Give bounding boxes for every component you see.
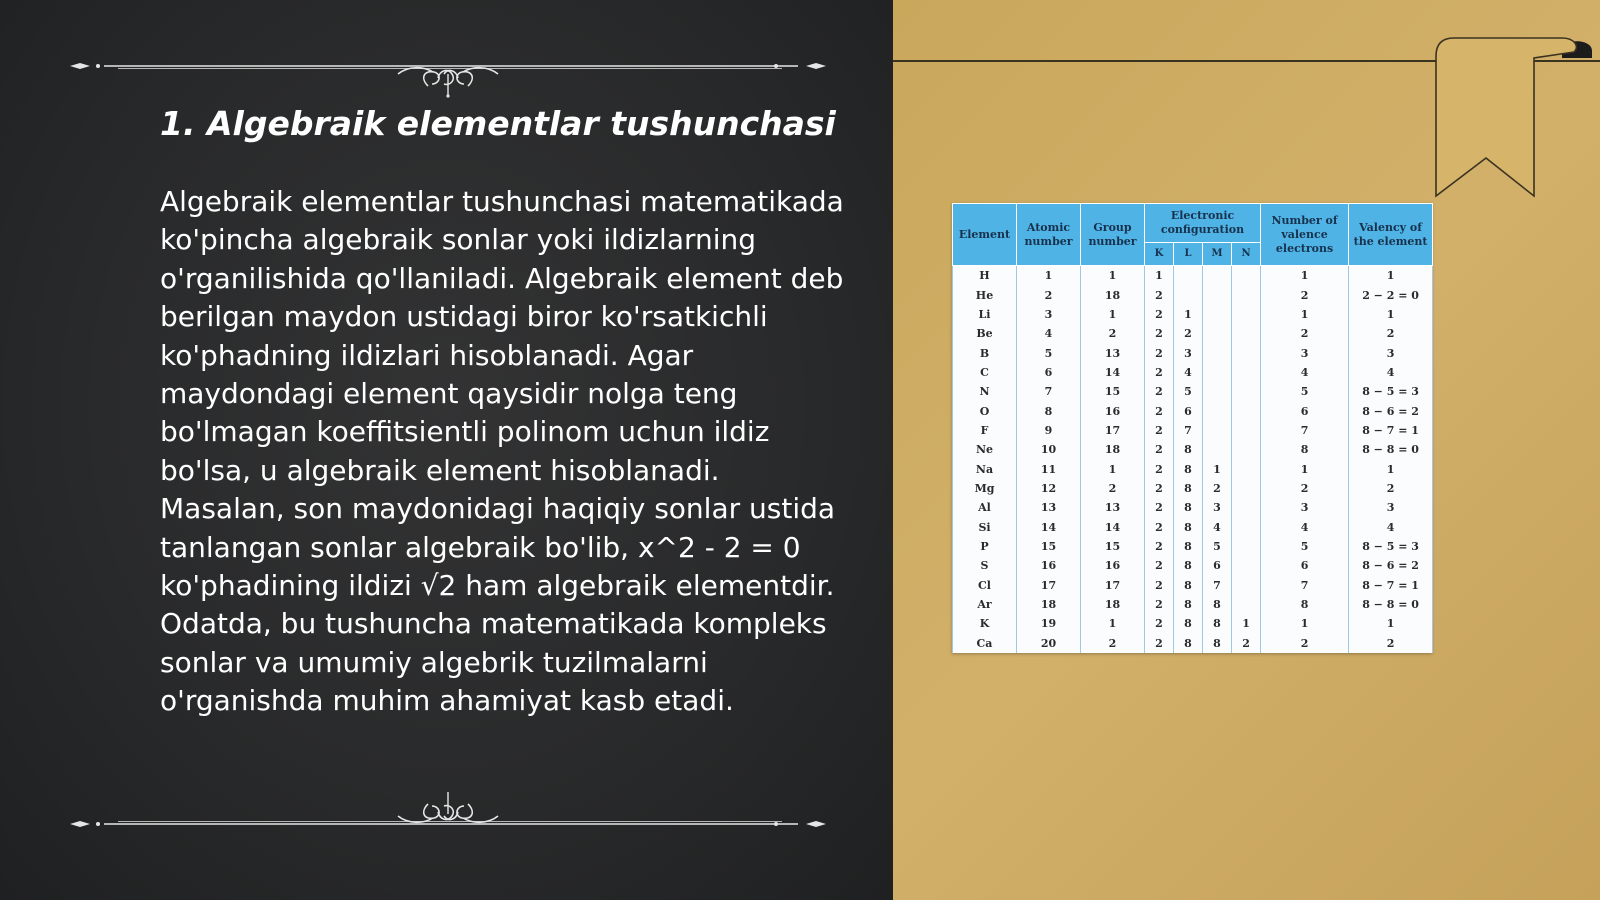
cell-element: P — [953, 537, 1017, 556]
cell-shell-l: 8 — [1174, 556, 1203, 575]
cell-shell-l — [1174, 285, 1203, 304]
cell-shell-k: 2 — [1145, 285, 1174, 304]
cell-shell-k: 2 — [1145, 576, 1174, 595]
cell-group-number: 1 — [1081, 266, 1145, 286]
cell-shell-m — [1203, 343, 1232, 362]
cell-atomic-number: 20 — [1017, 634, 1081, 653]
cell-shell-l: 8 — [1174, 614, 1203, 633]
cell-valence-electrons: 5 — [1261, 382, 1349, 401]
cell-atomic-number: 13 — [1017, 498, 1081, 517]
table-row — [953, 343, 1433, 362]
cell-valence-electrons: 7 — [1261, 421, 1349, 440]
header-element: Element — [953, 204, 1017, 266]
table-row — [953, 479, 1433, 498]
cell-shell-m — [1203, 285, 1232, 304]
cell-valence-electrons: 2 — [1261, 324, 1349, 343]
cell-atomic-number: 14 — [1017, 517, 1081, 536]
cell-shell-l: 8 — [1174, 537, 1203, 556]
cell-group-number: 18 — [1081, 285, 1145, 304]
cell-group-number: 16 — [1081, 556, 1145, 575]
cell-element: Ar — [953, 595, 1017, 614]
cell-valence-electrons: 1 — [1261, 614, 1349, 633]
cell-shell-n — [1232, 343, 1261, 362]
slide-title: 1. Algebraik elementlar tushunchasi — [160, 104, 836, 143]
bookmark-ribbon — [1434, 36, 1594, 206]
cell-atomic-number: 1 — [1017, 266, 1081, 286]
header-shell-m: M — [1203, 243, 1232, 266]
cell-shell-m: 8 — [1203, 634, 1232, 653]
cell-element: B — [953, 343, 1017, 362]
cell-group-number: 14 — [1081, 363, 1145, 382]
table-row — [953, 285, 1433, 304]
cell-shell-l: 8 — [1174, 459, 1203, 478]
cell-atomic-number: 10 — [1017, 440, 1081, 459]
table-row — [953, 382, 1433, 401]
cell-valency: 1 — [1349, 614, 1433, 633]
cell-atomic-number: 6 — [1017, 363, 1081, 382]
cell-shell-n — [1232, 440, 1261, 459]
cell-shell-k: 2 — [1145, 537, 1174, 556]
cell-shell-l: 8 — [1174, 440, 1203, 459]
cell-valency: 8 − 6 = 2 — [1349, 556, 1433, 575]
table-row — [953, 324, 1433, 343]
table-row — [953, 363, 1433, 382]
cell-shell-n — [1232, 363, 1261, 382]
cell-group-number: 1 — [1081, 614, 1145, 633]
cell-group-number: 2 — [1081, 634, 1145, 653]
cell-group-number: 1 — [1081, 305, 1145, 324]
cell-shell-m: 4 — [1203, 517, 1232, 536]
cell-valency: 8 − 7 = 1 — [1349, 576, 1433, 595]
cell-shell-n — [1232, 479, 1261, 498]
cell-valence-electrons: 3 — [1261, 498, 1349, 517]
cell-valence-electrons: 2 — [1261, 479, 1349, 498]
cell-valence-electrons: 1 — [1261, 459, 1349, 478]
cell-group-number: 13 — [1081, 498, 1145, 517]
top-ornament — [68, 38, 828, 98]
cell-shell-m — [1203, 440, 1232, 459]
table-row — [953, 614, 1433, 633]
cell-valency: 2 — [1349, 324, 1433, 343]
cell-atomic-number: 16 — [1017, 556, 1081, 575]
cell-shell-k: 2 — [1145, 324, 1174, 343]
cell-shell-n — [1232, 401, 1261, 420]
cell-atomic-number: 2 — [1017, 285, 1081, 304]
cell-shell-k: 2 — [1145, 634, 1174, 653]
cell-valency: 4 — [1349, 363, 1433, 382]
cell-valency: 1 — [1349, 305, 1433, 324]
cell-atomic-number: 19 — [1017, 614, 1081, 633]
cell-valence-electrons: 6 — [1261, 401, 1349, 420]
cell-group-number: 2 — [1081, 479, 1145, 498]
cell-shell-k: 2 — [1145, 556, 1174, 575]
cell-atomic-number: 18 — [1017, 595, 1081, 614]
cell-group-number: 2 — [1081, 324, 1145, 343]
cell-shell-m — [1203, 382, 1232, 401]
cell-shell-n — [1232, 382, 1261, 401]
header-valency: Valency of the element — [1349, 204, 1433, 266]
header-shell-k: K — [1145, 243, 1174, 266]
cell-atomic-number: 17 — [1017, 576, 1081, 595]
cell-shell-l: 2 — [1174, 324, 1203, 343]
cell-shell-k: 2 — [1145, 595, 1174, 614]
cell-group-number: 1 — [1081, 459, 1145, 478]
slide-body-text: Algebraik elementlar tushunchasi matematikada ko'pincha algebraik sonlar yoki ildizlarning o'rganilishida qo'llaniladi. Algebraik element deb berilgan maydon ustidagi biror ko'rsatkichli ko'phadning ildizlari hisoblanadi. Agar maydondagi element qaysidir nolga teng bo'lmagan koeffitsientli polinom uchun ildiz bo'lsa, u algebraik element hisoblanadi. Masalan, son maydonidagi haqiqiy sonlar ustida tanlangan sonlar algebraik bo'lib, x^2 - 2 = 0 ko'phadining ildizi √2 ham algebraik elementdir. Odatda, bu tushuncha matematikada kompleks sonlar va umumiy algebrik tuzilmalarni o'rganishda muhim ahamiyat kasb etadi. — [160, 185, 844, 718]
cell-atomic-number: 11 — [1017, 459, 1081, 478]
cell-shell-m: 3 — [1203, 498, 1232, 517]
table-row — [953, 595, 1433, 614]
cell-shell-k: 2 — [1145, 421, 1174, 440]
header-shell-l: L — [1174, 243, 1203, 266]
header-group-number: Group number — [1081, 204, 1145, 266]
cell-shell-k: 2 — [1145, 343, 1174, 362]
cell-shell-m: 2 — [1203, 479, 1232, 498]
cell-shell-l: 3 — [1174, 343, 1203, 362]
cell-element: S — [953, 556, 1017, 575]
cell-shell-l: 6 — [1174, 401, 1203, 420]
cell-shell-l: 8 — [1174, 479, 1203, 498]
cell-shell-n: 2 — [1232, 634, 1261, 653]
cell-element: Mg — [953, 479, 1017, 498]
cell-shell-k: 2 — [1145, 479, 1174, 498]
cell-shell-l: 8 — [1174, 595, 1203, 614]
cell-valence-electrons: 2 — [1261, 634, 1349, 653]
cell-element: C — [953, 363, 1017, 382]
cell-shell-m — [1203, 305, 1232, 324]
cell-atomic-number: 9 — [1017, 421, 1081, 440]
cell-atomic-number: 15 — [1017, 537, 1081, 556]
header-shell-n: N — [1232, 243, 1261, 266]
cell-shell-m — [1203, 324, 1232, 343]
cell-shell-l: 8 — [1174, 498, 1203, 517]
bottom-ornament — [68, 778, 828, 838]
table-row — [953, 305, 1433, 324]
cell-shell-n — [1232, 576, 1261, 595]
cell-element: Si — [953, 517, 1017, 536]
table-body — [953, 266, 1433, 654]
table-row — [953, 266, 1433, 286]
cell-shell-k: 2 — [1145, 401, 1174, 420]
cell-shell-l: 4 — [1174, 363, 1203, 382]
cell-element: Li — [953, 305, 1017, 324]
cell-shell-k: 2 — [1145, 498, 1174, 517]
cell-valence-electrons: 7 — [1261, 576, 1349, 595]
cell-element: K — [953, 614, 1017, 633]
table-row — [953, 537, 1433, 556]
cell-valency: 8 − 8 = 0 — [1349, 440, 1433, 459]
header-electronic-configuration: Electronic configuration — [1145, 204, 1261, 243]
cell-shell-n — [1232, 324, 1261, 343]
cell-shell-m: 1 — [1203, 459, 1232, 478]
cell-shell-k: 2 — [1145, 459, 1174, 478]
cell-valence-electrons: 3 — [1261, 343, 1349, 362]
table-row — [953, 401, 1433, 420]
cell-atomic-number: 3 — [1017, 305, 1081, 324]
cell-shell-k: 1 — [1145, 266, 1174, 286]
cell-element: N — [953, 382, 1017, 401]
table-row — [953, 576, 1433, 595]
element-configuration-table — [952, 203, 1432, 653]
cell-shell-m: 8 — [1203, 595, 1232, 614]
cell-valency: 8 − 7 = 1 — [1349, 421, 1433, 440]
table-row — [953, 634, 1433, 653]
cell-shell-k: 2 — [1145, 305, 1174, 324]
cell-valency: 8 − 8 = 0 — [1349, 595, 1433, 614]
cell-shell-l: 8 — [1174, 634, 1203, 653]
cell-shell-m: 8 — [1203, 614, 1232, 633]
cell-shell-n: 1 — [1232, 614, 1261, 633]
cell-element: He — [953, 285, 1017, 304]
cell-shell-m — [1203, 363, 1232, 382]
cell-group-number: 17 — [1081, 421, 1145, 440]
cell-valency: 2 — [1349, 634, 1433, 653]
header-valence-electrons: Number of valence electrons — [1261, 204, 1349, 266]
cell-shell-l — [1174, 266, 1203, 286]
cell-shell-n — [1232, 498, 1261, 517]
cell-valence-electrons: 4 — [1261, 363, 1349, 382]
cell-valency: 8 − 5 = 3 — [1349, 537, 1433, 556]
cell-valency: 8 − 5 = 3 — [1349, 382, 1433, 401]
cell-valence-electrons: 8 — [1261, 440, 1349, 459]
cell-shell-n — [1232, 285, 1261, 304]
cell-shell-n — [1232, 459, 1261, 478]
header-atomic-number: Atomic number — [1017, 204, 1081, 266]
cell-group-number: 17 — [1081, 576, 1145, 595]
table-row — [953, 440, 1433, 459]
cell-shell-k: 2 — [1145, 614, 1174, 633]
cell-atomic-number: 7 — [1017, 382, 1081, 401]
cell-shell-l: 5 — [1174, 382, 1203, 401]
cell-valence-electrons: 1 — [1261, 266, 1349, 286]
cell-shell-m: 7 — [1203, 576, 1232, 595]
cell-group-number: 18 — [1081, 595, 1145, 614]
cell-shell-n — [1232, 517, 1261, 536]
cell-shell-m — [1203, 421, 1232, 440]
cell-valency: 8 − 6 = 2 — [1349, 401, 1433, 420]
cell-shell-n — [1232, 305, 1261, 324]
cell-shell-k: 2 — [1145, 440, 1174, 459]
table-row — [953, 421, 1433, 440]
cell-shell-m: 6 — [1203, 556, 1232, 575]
cell-element: Ne — [953, 440, 1017, 459]
cell-shell-l: 8 — [1174, 517, 1203, 536]
cell-shell-k: 2 — [1145, 363, 1174, 382]
cell-shell-l: 1 — [1174, 305, 1203, 324]
cell-shell-n — [1232, 421, 1261, 440]
cell-shell-n — [1232, 266, 1261, 286]
cell-valency: 2 − 2 = 0 — [1349, 285, 1433, 304]
cell-atomic-number: 4 — [1017, 324, 1081, 343]
cell-group-number: 15 — [1081, 382, 1145, 401]
cell-valence-electrons: 1 — [1261, 305, 1349, 324]
cell-valency: 4 — [1349, 517, 1433, 536]
cell-shell-n — [1232, 595, 1261, 614]
cell-element: Cl — [953, 576, 1017, 595]
cell-group-number: 13 — [1081, 343, 1145, 362]
table-row — [953, 517, 1433, 536]
cell-shell-m: 5 — [1203, 537, 1232, 556]
cell-shell-k: 2 — [1145, 382, 1174, 401]
cell-shell-n — [1232, 537, 1261, 556]
cell-valence-electrons: 8 — [1261, 595, 1349, 614]
cell-atomic-number: 5 — [1017, 343, 1081, 362]
cell-element: Na — [953, 459, 1017, 478]
cell-element: Ca — [953, 634, 1017, 653]
cell-group-number: 14 — [1081, 517, 1145, 536]
cell-shell-m — [1203, 401, 1232, 420]
table-row — [953, 556, 1433, 575]
cell-element: O — [953, 401, 1017, 420]
cell-valency: 3 — [1349, 498, 1433, 517]
cell-atomic-number: 12 — [1017, 479, 1081, 498]
cell-element: Al — [953, 498, 1017, 517]
table-row — [953, 459, 1433, 478]
cell-atomic-number: 8 — [1017, 401, 1081, 420]
table-row — [953, 498, 1433, 517]
cell-group-number: 15 — [1081, 537, 1145, 556]
cell-valency: 3 — [1349, 343, 1433, 362]
cell-shell-m — [1203, 266, 1232, 286]
cell-shell-n — [1232, 556, 1261, 575]
cell-element: H — [953, 266, 1017, 286]
cell-valency: 2 — [1349, 479, 1433, 498]
cell-shell-l: 7 — [1174, 421, 1203, 440]
cell-valence-electrons: 4 — [1261, 517, 1349, 536]
cell-element: Be — [953, 324, 1017, 343]
cell-group-number: 18 — [1081, 440, 1145, 459]
cell-element: F — [953, 421, 1017, 440]
cell-valence-electrons: 6 — [1261, 556, 1349, 575]
cell-valency: 1 — [1349, 459, 1433, 478]
cell-valence-electrons: 5 — [1261, 537, 1349, 556]
cell-shell-k: 2 — [1145, 517, 1174, 536]
cell-shell-l: 8 — [1174, 576, 1203, 595]
cell-valency: 1 — [1349, 266, 1433, 286]
cell-valence-electrons: 2 — [1261, 285, 1349, 304]
cell-group-number: 16 — [1081, 401, 1145, 420]
